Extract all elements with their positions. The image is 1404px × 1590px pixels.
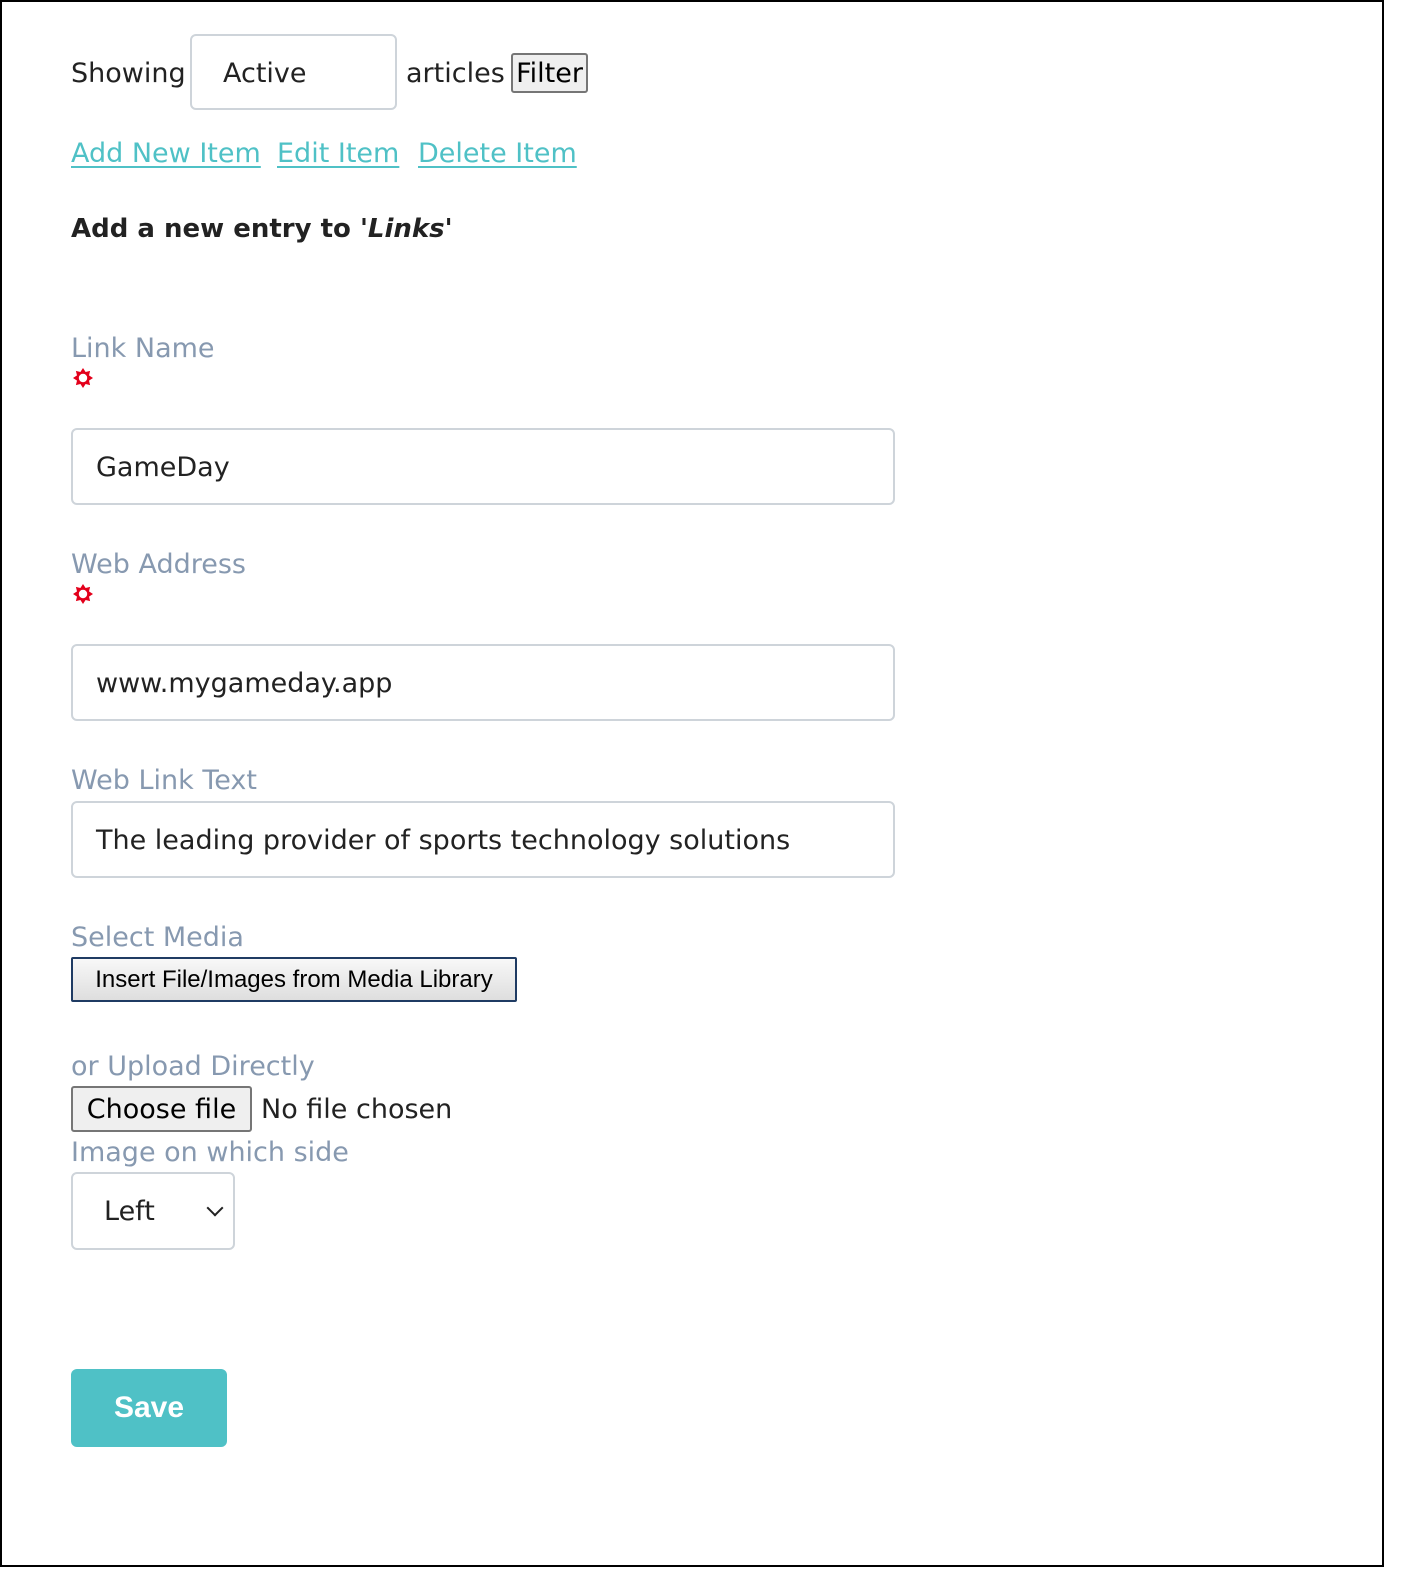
- web-link-text-label: Web Link Text: [71, 765, 257, 796]
- delete-item-link[interactable]: Delete Item: [418, 138, 577, 169]
- upload-directly-label: or Upload Directly: [71, 1051, 315, 1082]
- filter-button[interactable]: Filter: [511, 53, 588, 93]
- link-name-value: GameDay: [96, 452, 230, 483]
- web-address-label: Web Address: [71, 549, 246, 580]
- edit-item-link[interactable]: Edit Item: [277, 138, 400, 169]
- web-link-text-input[interactable]: [71, 801, 895, 878]
- form-heading-suffix: ': [444, 214, 453, 244]
- articles-label: articles: [406, 58, 505, 89]
- form-heading: [71, 214, 453, 244]
- image-side-value: Left: [104, 1196, 155, 1227]
- web-address-input[interactable]: [71, 644, 895, 721]
- form-heading-section: Links: [367, 214, 445, 244]
- required-asterisk-icon: [72, 367, 94, 389]
- save-button[interactable]: Save: [71, 1369, 227, 1447]
- image-side-select[interactable]: [71, 1172, 235, 1250]
- form-heading-prefix: Add a new entry to ': [71, 214, 368, 244]
- showing-label: Showing: [71, 58, 186, 89]
- choose-file-button[interactable]: Choose file: [71, 1086, 252, 1132]
- insert-media-button[interactable]: Insert File/Images from Media Library: [71, 957, 517, 1002]
- web-address-value: www.mygameday.app: [96, 668, 393, 699]
- chevron-down-icon: [207, 1200, 224, 1217]
- status-select[interactable]: [190, 34, 397, 110]
- add-new-item-link[interactable]: Add New Item: [71, 138, 261, 169]
- status-select-value: Active: [223, 58, 307, 89]
- link-name-label: Link Name: [71, 333, 215, 364]
- web-link-text-value: The leading provider of sports technology solutions: [96, 825, 791, 856]
- required-asterisk-icon: [72, 583, 94, 605]
- file-status-text: No file chosen: [261, 1094, 453, 1125]
- select-media-label: Select Media: [71, 922, 244, 953]
- link-name-input[interactable]: [71, 428, 895, 505]
- image-side-label: Image on which side: [71, 1137, 349, 1168]
